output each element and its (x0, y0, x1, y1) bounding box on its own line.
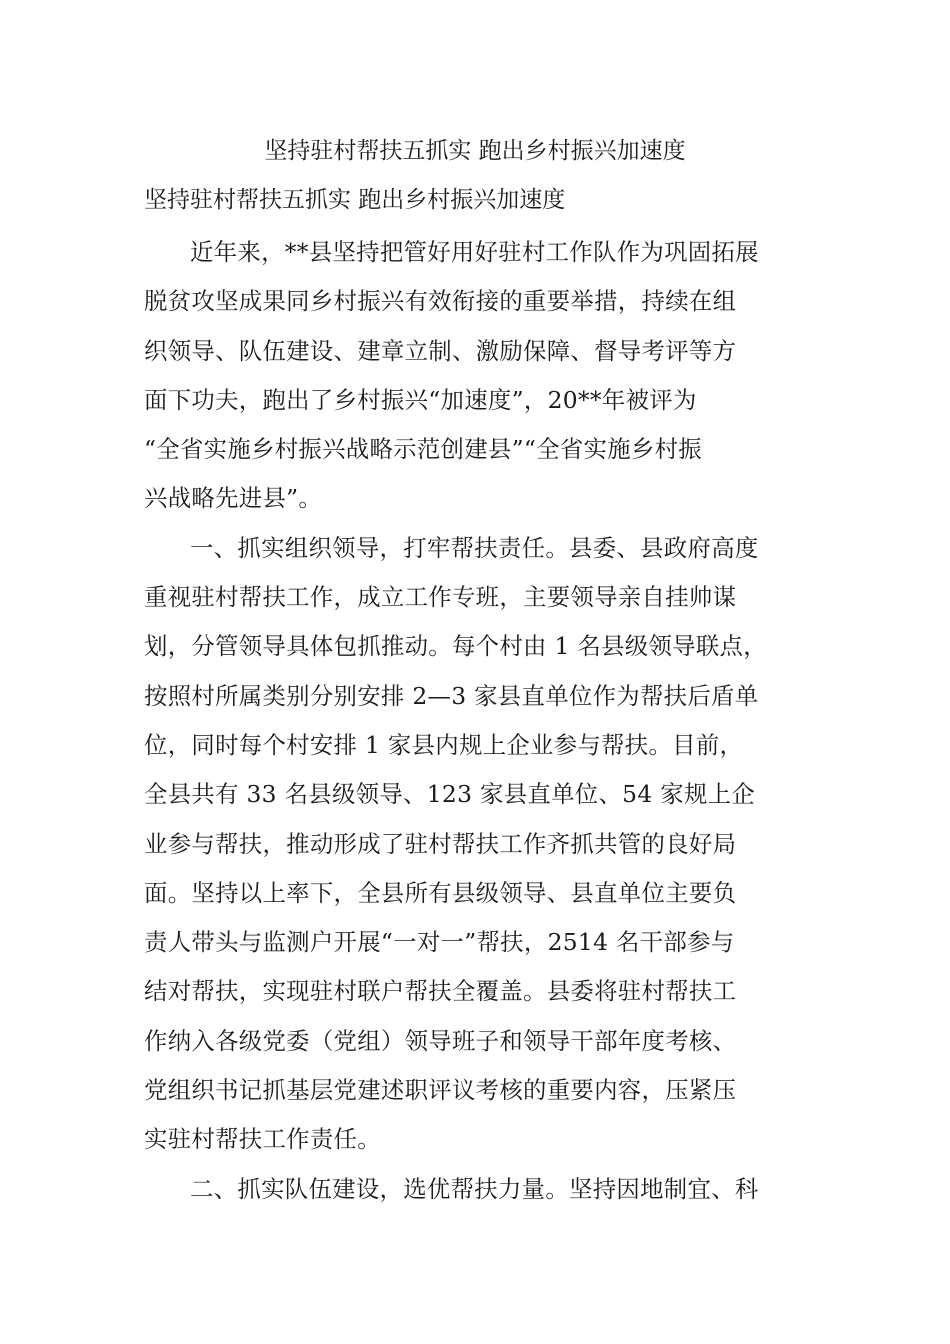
paragraph-line: “全省实施乡村振兴战略示范创建县”“全省实施乡村振 (144, 435, 702, 464)
paragraph-line: 党组织书记抓基层党建述职评议考核的重要内容，压紧压 (144, 1076, 737, 1105)
paragraph-intro (144, 228, 824, 524)
paragraph-line: 划，分管领导具体包抓推动。每个村由 1 名县级领导联点， (144, 632, 767, 661)
paragraph-line: 全县共有 33 名县级领导、123 家县直单位、54 家规上企 (144, 780, 756, 809)
paragraph-section-2 (144, 1165, 824, 1214)
paragraph-line: 近年来，**县坚持把管好用好驻村工作队作为巩固拓展 (190, 238, 759, 266)
paragraph-line: 一、抓实组织领导，打牢帮扶责任。县委、县政府高度 (190, 533, 759, 562)
paragraph-line: 重视驻村帮扶工作，成立工作专班，主要领导亲自挂帅谋 (144, 583, 737, 612)
document-body (144, 228, 824, 1214)
paragraph-line: 兴战略先进县”。 (144, 484, 323, 513)
paragraph-line: 织领导、队伍建设、建章立制、激励保障、督导考评等方 (144, 336, 737, 365)
paragraph-line: 脱贫攻坚成果同乡村振兴有效衔接的重要举措，持续在组 (144, 287, 737, 316)
paragraph-line: 实驻村帮扶工作责任。 (144, 1125, 381, 1154)
paragraph-line: 作纳入各级党委（党组）领导班子和领导干部年度考核、 (144, 1026, 737, 1055)
document-subtitle: 坚持驻村帮扶五抓实 跑出乡村振兴加速度 (144, 187, 566, 213)
document-title: 坚持驻村帮扶五抓实 跑出乡村振兴加速度 (264, 138, 686, 164)
paragraph-line: 面下功夫，跑出了乡村振兴“加速度”，20**年被评为 (144, 385, 697, 414)
paragraph-line: 按照村所属类别分别安排 2—3 家县直单位作为帮扶后盾单 (144, 681, 759, 710)
paragraph-line: 二、抓实队伍建设，选优帮扶力量。坚持因地制宜、科 (190, 1174, 759, 1203)
paragraph-line: 面。坚持以上率下，全县所有县级领导、县直单位主要负 (144, 878, 737, 907)
paragraph-line: 责人带头与监测户开展“一对一”帮扶，2514 名干部参与 (144, 928, 735, 957)
paragraph-section-1 (144, 524, 824, 1165)
paragraph-line: 结对帮扶，实现驻村联户帮扶全覆盖。县委将驻村帮扶工 (144, 977, 737, 1006)
paragraph-line: 位，同时每个村安排 1 家县内规上企业参与帮扶。目前， (144, 730, 744, 759)
paragraph-line: 业参与帮扶，推动形成了驻村帮扶工作齐抓共管的良好局 (144, 829, 737, 858)
